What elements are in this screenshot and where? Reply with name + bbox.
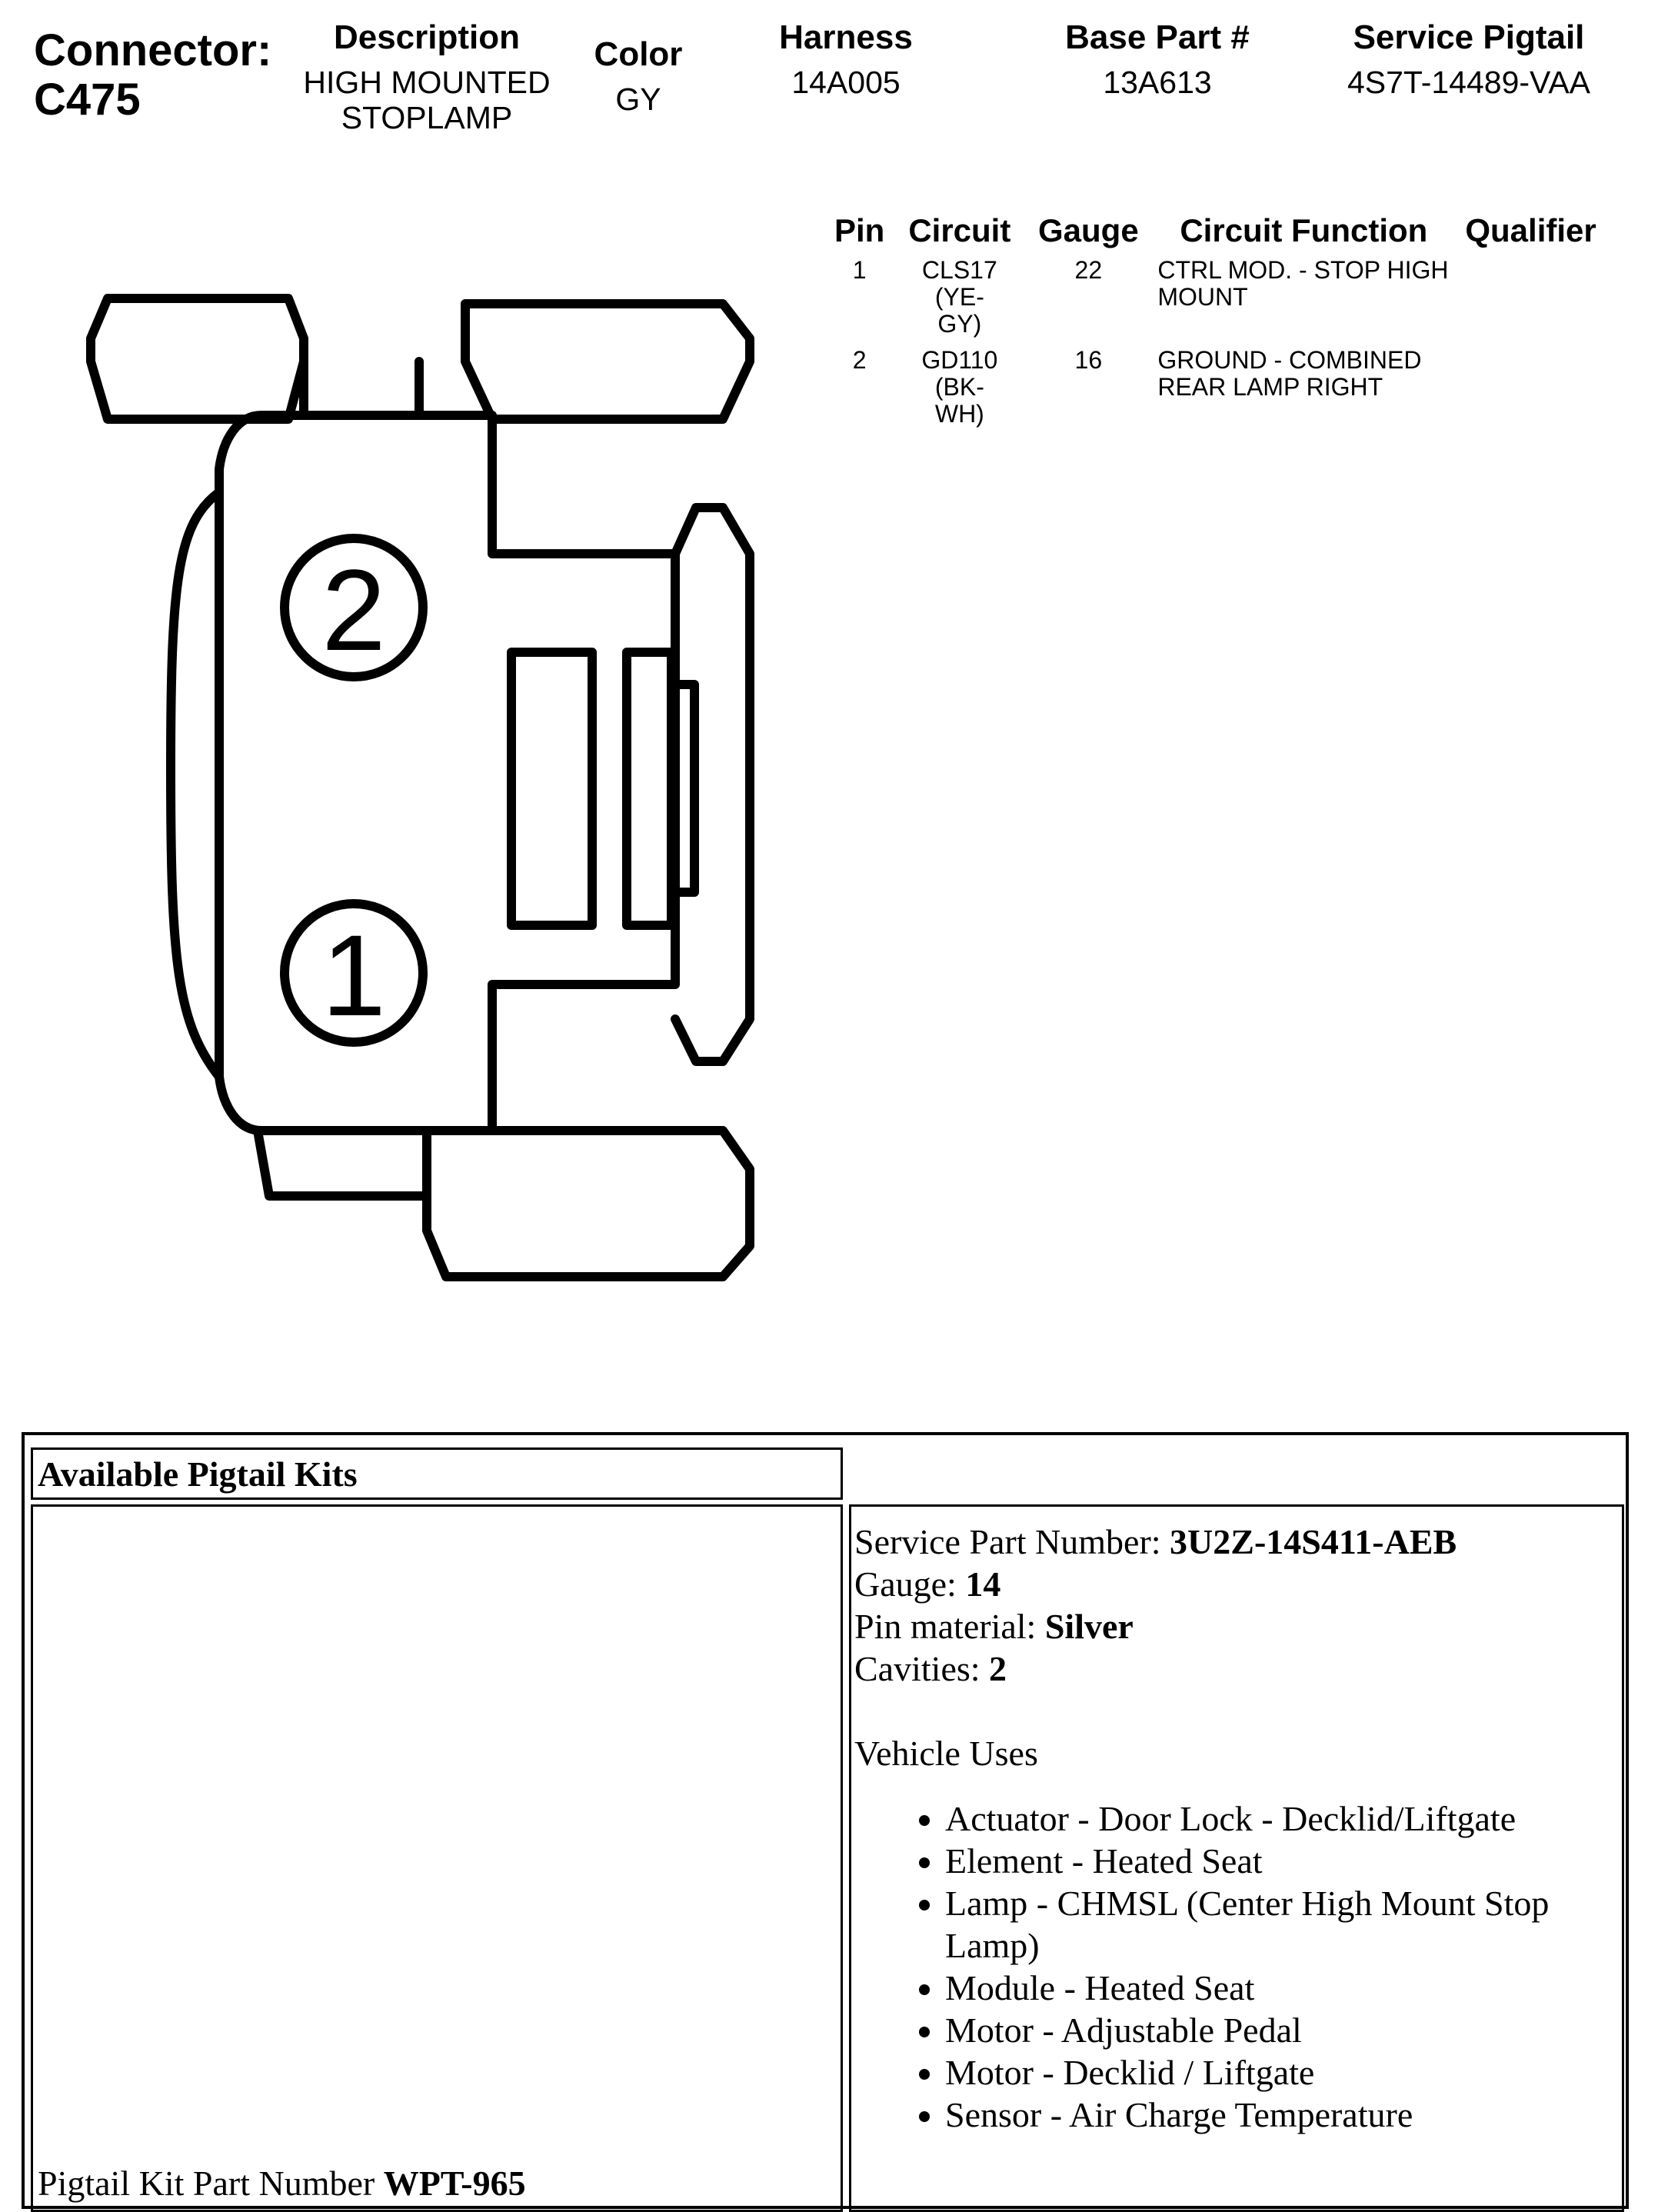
color-value: GY [615,82,661,117]
list-item: • Sensor - Air Charge Temperature [945,2094,1622,2136]
top-right-latch-outline [465,304,750,419]
vehicle-uses-label: Vehicle Uses [854,1734,1038,1773]
circuit-cell [892,254,1027,344]
cavities-label: Cavities: [854,1649,990,1688]
service-part-label: Service Part Number: [854,1522,1170,1561]
function-line2: REAR LAMP RIGHT [1157,373,1383,401]
service-pigtail-value: 4S7T-14489-VAA [1347,65,1591,100]
color-label: Color [594,35,683,73]
col-header-circuit: Circuit [908,212,1011,248]
col-header-gauge: Gauge [1037,212,1139,248]
pin-label-1: 1 [321,911,386,1040]
gauge-line [851,1563,1622,1605]
harness-value: 14A005 [791,65,901,100]
pin-material-value: Silver [1044,1607,1134,1646]
circuit-cell [892,344,1027,434]
center-slot [511,652,592,925]
pigtail-kit-left-cell [31,1504,843,2212]
pigtail-kit-detail-cell [849,1504,1624,2212]
description-label: Description [333,18,521,56]
vehicle-uses-list [851,1797,1622,2136]
service-pigtail-label: Service Pigtail [1353,18,1585,56]
list-item: • Actuator - Door Lock - Decklid/Liftgate [945,1797,1622,1840]
table-row [827,344,1604,434]
main-body-outline [219,415,675,1131]
pigtail-kit-part [38,2163,526,2204]
list-item: • Motor - Decklid / Liftgate [945,2051,1622,2094]
list-item: • Lamp - CHMSL (Center High Mount Stop Lamp) [945,1882,1622,1967]
circuit-line2: WH) [934,400,984,428]
description-line1: HIGH MOUNTED [303,65,551,100]
function-line1: CTRL MOD. - STOP HIGH [1157,256,1449,284]
pin-table [827,208,1604,434]
kit-gauge-label: Gauge: [854,1564,966,1604]
gauge-cell: 16 [1074,346,1103,374]
connector-label: Connector: [34,25,272,75]
circuit-line1: CLS17 (YE- [921,256,997,311]
pin-material-line [851,1605,1622,1647]
bottom-right-latch-outline [427,1131,750,1277]
cavities-line [851,1647,1622,1690]
pigtail-kits-heading: Available Pigtail Kits [38,1454,358,1494]
circuit-line1: GD110 (BK- [921,346,998,401]
qualifier-cell [1457,254,1603,344]
function-line1: GROUND - COMBINED [1157,346,1422,374]
base-part-column [1023,18,1292,100]
function-cell [1150,254,1457,344]
qualifier-cell [1457,344,1603,434]
right-latch-outline [675,508,750,1061]
top-neck-outline [304,361,419,415]
function-cell [1150,344,1457,434]
right-slot [627,652,671,925]
bottom-left-latch-outline [258,1131,427,1196]
description-line2: STOPLAMP [341,100,513,135]
service-part-value: 3U2Z-14S411-AEB [1170,1522,1457,1561]
pigtail-kit-part-label: Pigtail Kit Part Number [38,2164,384,2203]
pigtail-kits-heading-cell [31,1447,843,1500]
harness-label: Harness [779,18,913,56]
list-item: • Element - Heated Seat [945,1840,1622,1882]
function-line2: MOUNT [1157,283,1248,311]
base-part-value: 13A613 [1103,65,1212,100]
base-part-label: Base Part # [1065,18,1250,56]
connector-id: C475 [34,75,141,125]
pin-label-2: 2 [321,545,386,675]
list-item: • Motor - Adjustable Pedal [945,2009,1622,2051]
service-part-number [851,1521,1622,1563]
col-header-circuit-function: Circuit Function [1180,212,1428,248]
pin-number: 1 [852,256,867,284]
right-slot-tab [671,685,694,892]
connector-face-diagram [0,0,846,1323]
pin-material-label: Pin material: [854,1607,1045,1646]
top-left-latch-outline [91,298,304,419]
pin-number: 2 [852,346,867,374]
kit-gauge-value: 14 [965,1564,1001,1604]
circuit-line2: GY) [937,310,982,338]
gauge-cell: 22 [1074,256,1103,284]
col-header-pin: Pin [834,212,885,248]
table-row [827,254,1604,344]
cavities-value: 2 [989,1649,1007,1688]
pigtail-kit-part-value: WPT-965 [383,2164,526,2203]
pigtail-kits-table [22,1432,1629,2209]
col-header-qualifier: Qualifier [1465,212,1596,248]
list-item: • Module - Heated Seat [945,1967,1622,2009]
pin-table-header-row [827,208,1604,254]
left-shoulder-outline [171,492,219,1077]
service-pigtail-column [1307,18,1630,100]
